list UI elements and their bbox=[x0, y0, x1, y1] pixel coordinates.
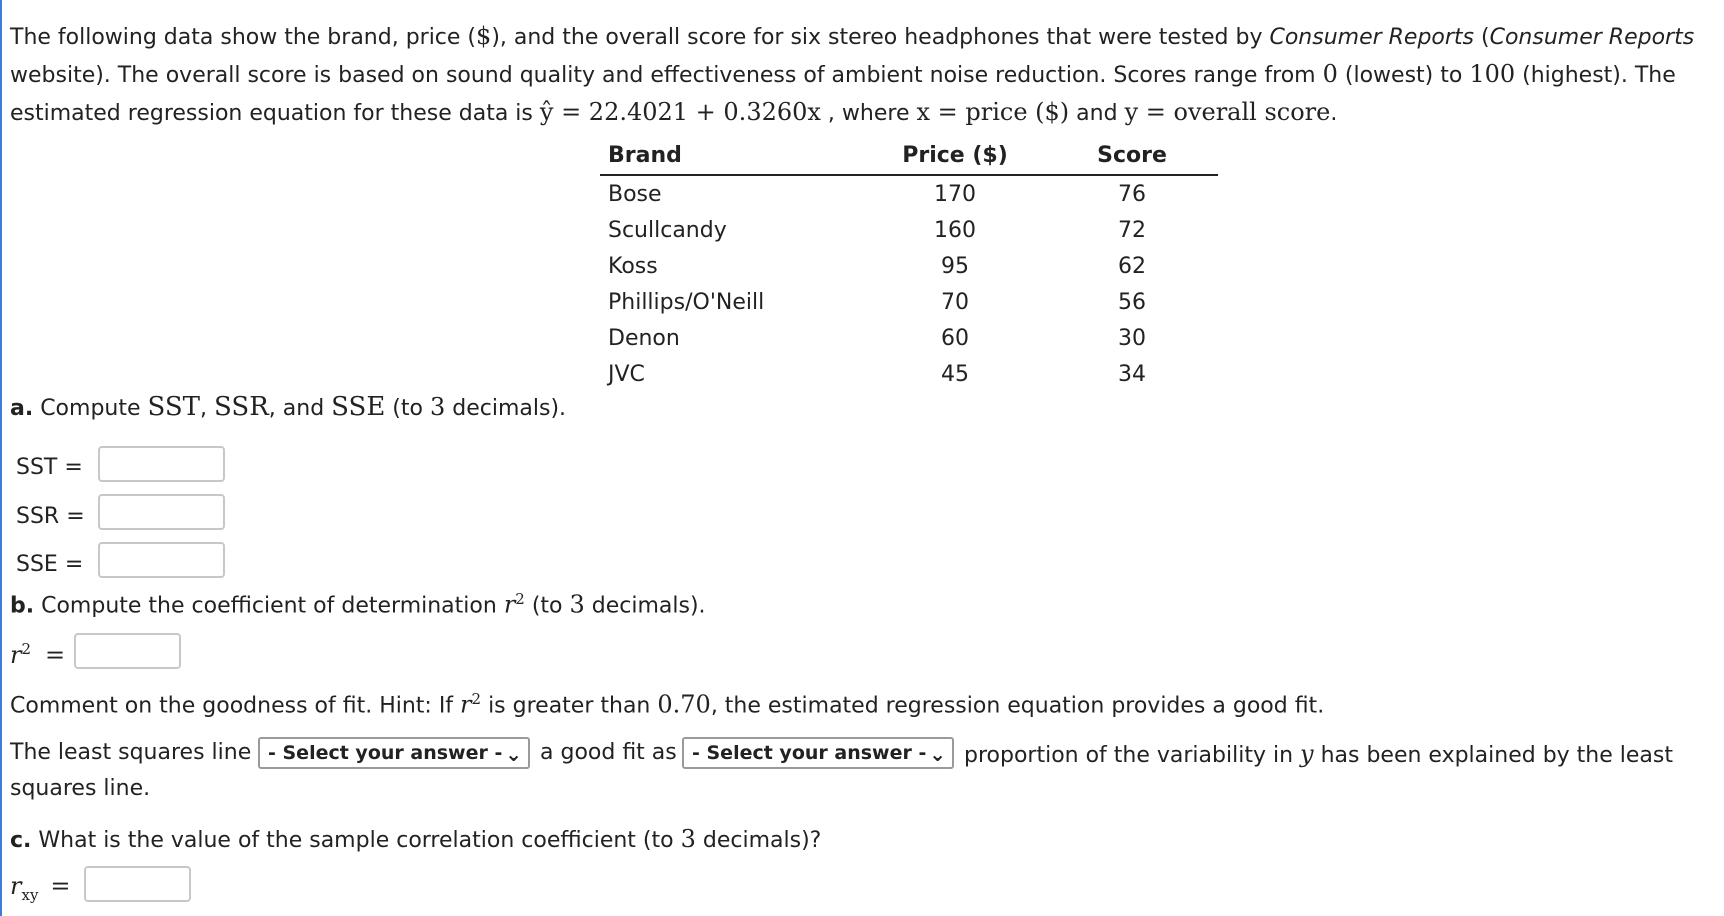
score-cell: 56 bbox=[1118, 289, 1146, 315]
r-squared-input[interactable] bbox=[74, 633, 181, 669]
price-cell: 170 bbox=[934, 181, 976, 207]
problem-statement: The following data show the brand, price ($), and the overall score for six stereo headphones that were tested by Consumer Reports (Consumer Reports website). The overall score is based on sound quality and effectiveness of ambient noise reduction. Scores range from 0 (lowest) to 100 (highest). The estimated regression equation for these data is ŷ = 22.4021 + 0.3260x , where x = price ($) and y = overall score. bbox=[10, 22, 1695, 126]
rxy-label: $r_{xy}$ = bbox=[10, 872, 71, 904]
least-squares-sentence-mid: a good fit as bbox=[540, 740, 677, 765]
score-cell: 62 bbox=[1118, 253, 1146, 279]
table-row bbox=[600, 175, 1218, 212]
goodness-of-fit-hint: Comment on the goodness of fit. Hint: If $r^2$ is greater than 0.70, the estimated regression equation provides a good fit. bbox=[10, 690, 1325, 719]
left-accent-rule bbox=[0, 0, 2, 916]
ssr-label: SSR = bbox=[16, 504, 85, 529]
brand-cell: Bose bbox=[608, 181, 662, 207]
part-a-prompt: a. Compute SST, SSR, and SSE (to 3 decimals). bbox=[10, 392, 567, 422]
r-squared-label: $r^2$ = bbox=[10, 640, 66, 669]
score-cell: 72 bbox=[1118, 217, 1146, 243]
sse-label: SSE = bbox=[16, 552, 84, 577]
price-cell: 95 bbox=[941, 253, 969, 279]
header-brand: Brand bbox=[600, 136, 864, 175]
score-cell: 34 bbox=[1118, 361, 1146, 387]
chevron-down-icon: ⌄ bbox=[505, 742, 522, 766]
chevron-down-icon: ⌄ bbox=[929, 742, 946, 766]
brand-cell: Denon bbox=[608, 325, 680, 351]
brand-cell: Phillips/O'Neill bbox=[608, 289, 765, 315]
table-row bbox=[600, 356, 1218, 392]
brand-cell: JVC bbox=[608, 361, 645, 387]
brand-cell: Scullcandy bbox=[608, 217, 727, 243]
header-score: Score bbox=[1046, 136, 1218, 175]
regression-equation: ŷ = 22.4021 + 0.3260x bbox=[539, 98, 821, 126]
price-cell: 70 bbox=[941, 289, 969, 315]
brand-cell: Koss bbox=[608, 253, 658, 279]
table-row bbox=[600, 284, 1218, 320]
ssr-input[interactable] bbox=[98, 494, 225, 530]
least-squares-sentence-end: proportion of the variability in y has been explained by the least bbox=[964, 740, 1673, 768]
price-cell: 160 bbox=[934, 217, 976, 243]
fit-quality-select[interactable]: - Select your answer - ⌄ bbox=[258, 737, 530, 769]
score-cell: 76 bbox=[1118, 181, 1146, 207]
score-cell: 30 bbox=[1118, 325, 1146, 351]
proportion-select[interactable]: - Select your answer - ⌄ bbox=[682, 737, 954, 769]
header-price: Price ($) bbox=[864, 136, 1046, 175]
price-cell: 60 bbox=[941, 325, 969, 351]
rxy-input[interactable] bbox=[84, 866, 191, 902]
least-squares-sentence-tail: squares line. bbox=[10, 776, 151, 801]
headphones-data-table bbox=[600, 136, 1218, 392]
part-b-prompt: b. Compute the coefficient of determination $r^2$ (to 3 decimals). bbox=[10, 590, 706, 619]
part-c-prompt: c. What is the value of the sample correlation coefficient (to 3 decimals)? bbox=[10, 825, 822, 853]
table-row bbox=[600, 248, 1218, 284]
table-row bbox=[600, 212, 1218, 248]
sst-input[interactable] bbox=[98, 446, 225, 482]
least-squares-sentence-start: The least squares line bbox=[10, 740, 252, 765]
sse-input[interactable] bbox=[98, 542, 225, 578]
price-cell: 45 bbox=[941, 361, 969, 387]
table-row bbox=[600, 320, 1218, 356]
sst-label: SST = bbox=[16, 455, 83, 480]
